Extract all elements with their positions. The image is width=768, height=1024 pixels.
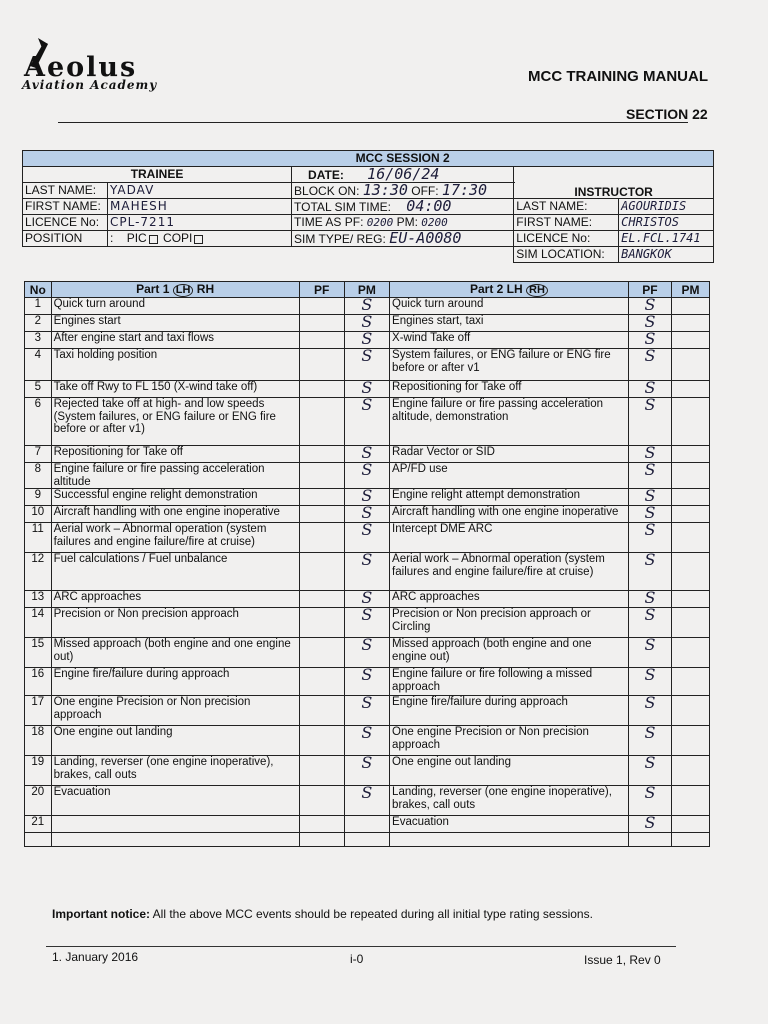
part1-task: Taxi holding position xyxy=(51,349,299,381)
sim-type-label: SIM TYPE/ REG: xyxy=(294,231,386,246)
footer-issue: Issue 1, Rev 0 xyxy=(584,953,661,967)
part1-pm-tick: S xyxy=(344,446,389,463)
part2-pf-tick: S xyxy=(628,696,671,726)
part2-task: Quick turn around xyxy=(390,298,629,315)
part2-task: Evacuation xyxy=(390,816,629,833)
instr-licence-value: EL.FCL.1741 xyxy=(619,231,714,247)
table-row xyxy=(25,608,710,638)
part2-task: ARC approaches xyxy=(390,591,629,608)
position-colon: : xyxy=(110,231,114,246)
part1-pf-cell xyxy=(299,463,344,489)
part2-pf-tick: S xyxy=(628,726,671,756)
part2-pm-cell xyxy=(672,786,710,816)
empty-cell xyxy=(51,833,299,847)
part1-pf-cell xyxy=(299,726,344,756)
copi-checkbox[interactable] xyxy=(194,235,203,244)
row-number: 17 xyxy=(25,696,52,726)
part1-pm-tick xyxy=(344,816,389,833)
part1-task: Engine failure or fire passing acceleration altitude xyxy=(51,463,299,489)
part1-pm-tick: S xyxy=(344,506,389,523)
part2-pm-cell xyxy=(672,591,710,608)
part1-task: Aerial work – Abnormal operation (system failures and engine failure/fire at cruise) xyxy=(51,523,299,553)
col-pf2-header: PF xyxy=(628,282,671,298)
part2-pf-tick: S xyxy=(628,349,671,381)
logo-wordmark: Aeolus xyxy=(24,52,138,83)
part1-pm-tick: S xyxy=(344,349,389,381)
table-row-empty xyxy=(25,833,710,847)
part2-pf-tick: S xyxy=(628,816,671,833)
row-number: 1 xyxy=(25,298,52,315)
row-number: 2 xyxy=(25,315,52,332)
part1-pm-tick: S xyxy=(344,298,389,315)
block-cell xyxy=(292,180,514,199)
part1-pm-tick: S xyxy=(344,553,389,591)
row-number: 9 xyxy=(25,489,52,506)
part2-pf-tick: S xyxy=(628,523,671,553)
part2-pm-cell xyxy=(672,349,710,381)
part2-task: AP/FD use xyxy=(390,463,629,489)
part2-task: Radar Vector or SID xyxy=(390,446,629,463)
part2-task: Intercept DME ARC xyxy=(390,523,629,553)
part1-pf-cell xyxy=(299,398,344,446)
part1-pf-cell xyxy=(299,696,344,726)
instructor-heading: INSTRUCTOR xyxy=(514,167,714,199)
empty-cell xyxy=(25,833,52,847)
part2-pm-cell xyxy=(672,489,710,506)
part2-pm-cell xyxy=(672,315,710,332)
part2-task: System failures, or ENG failure or ENG fire before or after v1 xyxy=(390,349,629,381)
row-number: 5 xyxy=(25,381,52,398)
part2-pm-cell xyxy=(672,506,710,523)
part1-task: Quick turn around xyxy=(51,298,299,315)
col-pm-header: PM xyxy=(344,282,389,298)
part2-task: Missed approach (both engine and one engine out) xyxy=(390,638,629,668)
table-row xyxy=(25,668,710,696)
part1-task: Precision or Non precision approach xyxy=(51,608,299,638)
part2-pf-tick: S xyxy=(628,463,671,489)
part1-pm-tick: S xyxy=(344,463,389,489)
part2-task: One engine Precision or Non precision approach xyxy=(390,726,629,756)
part2-pm-cell xyxy=(672,756,710,786)
table-row xyxy=(25,463,710,489)
part2-task: Aircraft handling with one engine inoperative xyxy=(390,506,629,523)
section-title: SECTION 22 xyxy=(626,106,708,122)
row-number: 6 xyxy=(25,398,52,446)
row-number: 15 xyxy=(25,638,52,668)
part2-task: Engine failure or fire passing acceleration altitude, demonstration xyxy=(390,398,629,446)
part1-task: Fuel calculations / Fuel unbalance xyxy=(51,553,299,591)
manual-title: MCC TRAINING MANUAL xyxy=(528,68,708,85)
footer-divider xyxy=(46,946,676,947)
part2-pf-tick: S xyxy=(628,591,671,608)
part2-pm-cell xyxy=(672,816,710,833)
part2-pm-cell xyxy=(672,726,710,756)
part1-pf-cell xyxy=(299,506,344,523)
part1-task: After engine start and taxi flows xyxy=(51,332,299,349)
events-table xyxy=(24,281,710,847)
row-number: 18 xyxy=(25,726,52,756)
part1-task: One engine Precision or Non precision approach xyxy=(51,696,299,726)
part1-pm-tick: S xyxy=(344,489,389,506)
part1-pm-tick: S xyxy=(344,668,389,696)
part1-task: One engine out landing xyxy=(51,726,299,756)
part2-pf-tick: S xyxy=(628,668,671,696)
part2-task: Engine fire/failure during approach xyxy=(390,696,629,726)
position-cell xyxy=(108,231,292,247)
rh-circled: RH xyxy=(526,284,548,297)
empty-cell xyxy=(344,833,389,847)
table-row xyxy=(25,696,710,726)
part2-task: Engine relight attempt demonstration xyxy=(390,489,629,506)
date-value: 16/06/24 xyxy=(367,164,440,183)
first-name-label: FIRST NAME: xyxy=(23,199,108,215)
table-row xyxy=(25,398,710,446)
part1-pf-cell xyxy=(299,638,344,668)
part1-pm-tick: S xyxy=(344,786,389,816)
row-number: 4 xyxy=(25,349,52,381)
time-as-label: TIME AS xyxy=(294,214,342,229)
row-number: 10 xyxy=(25,506,52,523)
part2-pm-cell xyxy=(672,463,710,489)
empty-cell xyxy=(299,833,344,847)
lh-label: LH xyxy=(506,282,523,296)
part2-pm-cell xyxy=(672,608,710,638)
part1-pf-cell xyxy=(299,332,344,349)
part2-pm-cell xyxy=(672,381,710,398)
part2-task: X-wind Take off xyxy=(390,332,629,349)
pic-label: PIC xyxy=(126,231,147,246)
sim-location-label: SIM LOCATION: xyxy=(514,247,619,263)
part1-pm-tick: S xyxy=(344,523,389,553)
part1-task: Engines start xyxy=(51,315,299,332)
rh-label: RH xyxy=(196,282,215,296)
sim-type-cell xyxy=(292,228,514,247)
part1-pm-tick: S xyxy=(344,756,389,786)
col-pm2-header: PM xyxy=(672,282,710,298)
row-number: 3 xyxy=(25,332,52,349)
licence-label: LICENCE No: xyxy=(23,215,108,231)
part2-pm-cell xyxy=(672,668,710,696)
off-value: 17:30 xyxy=(441,180,488,199)
col-part2-header xyxy=(390,282,629,298)
session-blank-right xyxy=(514,151,714,167)
first-name-value: MAHESH xyxy=(108,199,292,215)
trainee-heading: TRAINEE xyxy=(23,167,292,183)
part1-pf-cell xyxy=(299,668,344,696)
position-label: POSITION xyxy=(23,231,108,247)
col-no-header: No xyxy=(25,282,52,298)
part2-pf-tick: S xyxy=(628,553,671,591)
part1-task: Repositioning for Take off xyxy=(51,446,299,463)
part2-pm-cell xyxy=(672,638,710,668)
part1-pf-cell xyxy=(299,315,344,332)
part1-pf-cell xyxy=(299,381,344,398)
date-label: DATE: xyxy=(308,167,344,182)
part1-pm-tick: S xyxy=(344,591,389,608)
block-on-label: BLOCK ON: xyxy=(294,183,360,198)
part1-pf-cell xyxy=(299,553,344,591)
part2-pf-tick: S xyxy=(628,315,671,332)
part1-label: Part 1 xyxy=(136,282,170,296)
session-info-table xyxy=(22,150,714,263)
part1-task: Aircraft handling with one engine inoperative xyxy=(51,506,299,523)
row-number: 8 xyxy=(25,463,52,489)
part2-task: Engine failure or fire following a missed approach xyxy=(390,668,629,696)
part1-pf-cell xyxy=(299,786,344,816)
pf-time-value: 0200 xyxy=(366,215,394,229)
part1-pf-cell xyxy=(299,608,344,638)
notice-label: Important notice: xyxy=(52,907,150,921)
part1-pf-cell xyxy=(299,523,344,553)
part1-pf-cell xyxy=(299,298,344,315)
row-number: 12 xyxy=(25,553,52,591)
part1-pf-cell xyxy=(299,489,344,506)
part1-pf-cell xyxy=(299,756,344,786)
last-name-value: YADAV xyxy=(108,183,292,199)
pic-checkbox[interactable] xyxy=(149,235,158,244)
row-number: 7 xyxy=(25,446,52,463)
table-row xyxy=(25,786,710,816)
total-sim-value: 04:00 xyxy=(406,196,452,215)
session-title: MCC SESSION 2 xyxy=(292,151,514,167)
header-divider xyxy=(58,122,688,123)
row-number: 13 xyxy=(25,591,52,608)
instr-first-name-value: CHRISTOS xyxy=(619,215,714,231)
part1-pm-tick: S xyxy=(344,696,389,726)
part1-task: Rejected take off at high- and low speeds (System failures, or ENG failure or ENG fire before or after v1) xyxy=(51,398,299,446)
part2-pf-tick: S xyxy=(628,756,671,786)
part1-pf-cell xyxy=(299,446,344,463)
table-row xyxy=(25,553,710,591)
instr-last-name-value: AGOURIDIS xyxy=(619,199,714,215)
col-part1-header xyxy=(51,282,299,298)
part1-pf-cell xyxy=(299,591,344,608)
footer-page: i-0 xyxy=(350,952,364,966)
part1-pm-tick: S xyxy=(344,332,389,349)
session-blank xyxy=(23,151,292,167)
part2-label: Part 2 xyxy=(469,282,504,296)
part1-task: Missed approach (both engine and one engine out) xyxy=(51,638,299,668)
total-sim-cell xyxy=(292,196,514,215)
part2-pf-tick: S xyxy=(628,332,671,349)
part2-pf-tick: S xyxy=(628,608,671,638)
table-row xyxy=(25,756,710,786)
part2-task: Engines start, taxi xyxy=(390,315,629,332)
lh-circled: LH xyxy=(173,284,194,297)
part2-task: Precision or Non precision approach or Circling xyxy=(390,608,629,638)
block-on-value: 13:30 xyxy=(362,180,408,199)
notice-text: All the above MCC events should be repeated during all initial type rating sessions. xyxy=(152,907,593,921)
table-row xyxy=(25,726,710,756)
part2-pf-tick: S xyxy=(628,298,671,315)
footer-date: 1. January 2016 xyxy=(52,950,139,964)
table-row xyxy=(25,349,710,381)
empty-cell xyxy=(628,833,671,847)
table-row xyxy=(25,638,710,668)
licence-value: CPL-7211 xyxy=(108,215,292,231)
part1-task: Evacuation xyxy=(51,786,299,816)
part2-pm-cell xyxy=(672,298,710,315)
pm-time-value: 0200 xyxy=(421,215,448,229)
table-row xyxy=(25,816,710,833)
part2-pf-tick: S xyxy=(628,398,671,446)
part2-pm-cell xyxy=(672,553,710,591)
sim-type-value: EU-A0080 xyxy=(389,228,462,247)
last-name-label: LAST NAME: xyxy=(23,183,108,199)
part1-pf-cell xyxy=(299,816,344,833)
part2-pm-cell xyxy=(672,696,710,726)
part1-task xyxy=(51,816,299,833)
row-number: 19 xyxy=(25,756,52,786)
part1-pm-tick: S xyxy=(344,315,389,332)
part1-pf-cell xyxy=(299,349,344,381)
logo-subtitle: Aviation Academy xyxy=(22,78,158,92)
instr-last-name-label: LAST NAME: xyxy=(514,199,619,215)
part2-pf-tick: S xyxy=(628,381,671,398)
row-number: 20 xyxy=(25,786,52,816)
sim-location-value: BANGKOK xyxy=(619,247,714,263)
part2-task: Aerial work – Abnormal operation (system failures and engine failure/fire at cruise) xyxy=(390,553,629,591)
spacer xyxy=(23,247,514,263)
part2-pf-tick: S xyxy=(628,506,671,523)
part1-pm-tick: S xyxy=(344,398,389,446)
part1-task: Engine fire/failure during approach xyxy=(51,668,299,696)
part1-task: ARC approaches xyxy=(51,591,299,608)
instr-first-name-label: FIRST NAME: xyxy=(514,215,619,231)
important-notice xyxy=(52,907,593,921)
empty-cell xyxy=(672,833,710,847)
part2-task: Landing, reverser (one engine inoperative), brakes, call outs xyxy=(390,786,629,816)
part2-pf-tick: S xyxy=(628,786,671,816)
empty-cell xyxy=(390,833,629,847)
part1-task: Landing, reverser (one engine inoperative), brakes, call outs xyxy=(51,756,299,786)
part1-pm-tick: S xyxy=(344,381,389,398)
row-number: 16 xyxy=(25,668,52,696)
part1-task: Successful engine relight demonstration xyxy=(51,489,299,506)
part2-task: One engine out landing xyxy=(390,756,629,786)
part2-pm-cell xyxy=(672,446,710,463)
part1-pm-tick: S xyxy=(344,726,389,756)
table-row xyxy=(25,523,710,553)
part2-pf-tick: S xyxy=(628,638,671,668)
pm-time-label: PM: xyxy=(396,214,418,229)
part2-pm-cell xyxy=(672,523,710,553)
row-number: 14 xyxy=(25,608,52,638)
part2-pf-tick: S xyxy=(628,489,671,506)
col-pf-header: PF xyxy=(299,282,344,298)
pf-time-label: PF: xyxy=(344,214,364,229)
part2-pm-cell xyxy=(672,332,710,349)
part2-pm-cell xyxy=(672,398,710,446)
part2-task: Repositioning for Take off xyxy=(390,381,629,398)
instr-licence-label: LICENCE No: xyxy=(514,231,619,247)
copi-label: COPI xyxy=(163,231,193,246)
row-number: 21 xyxy=(25,816,52,833)
part1-pm-tick: S xyxy=(344,608,389,638)
off-label: OFF: xyxy=(411,183,439,198)
row-number: 11 xyxy=(25,523,52,553)
total-sim-label: TOTAL SIM TIME: xyxy=(294,199,391,214)
part1-pm-tick: S xyxy=(344,638,389,668)
part1-task: Take off Rwy to FL 150 (X-wind take off) xyxy=(51,381,299,398)
part2-pf-tick: S xyxy=(628,446,671,463)
